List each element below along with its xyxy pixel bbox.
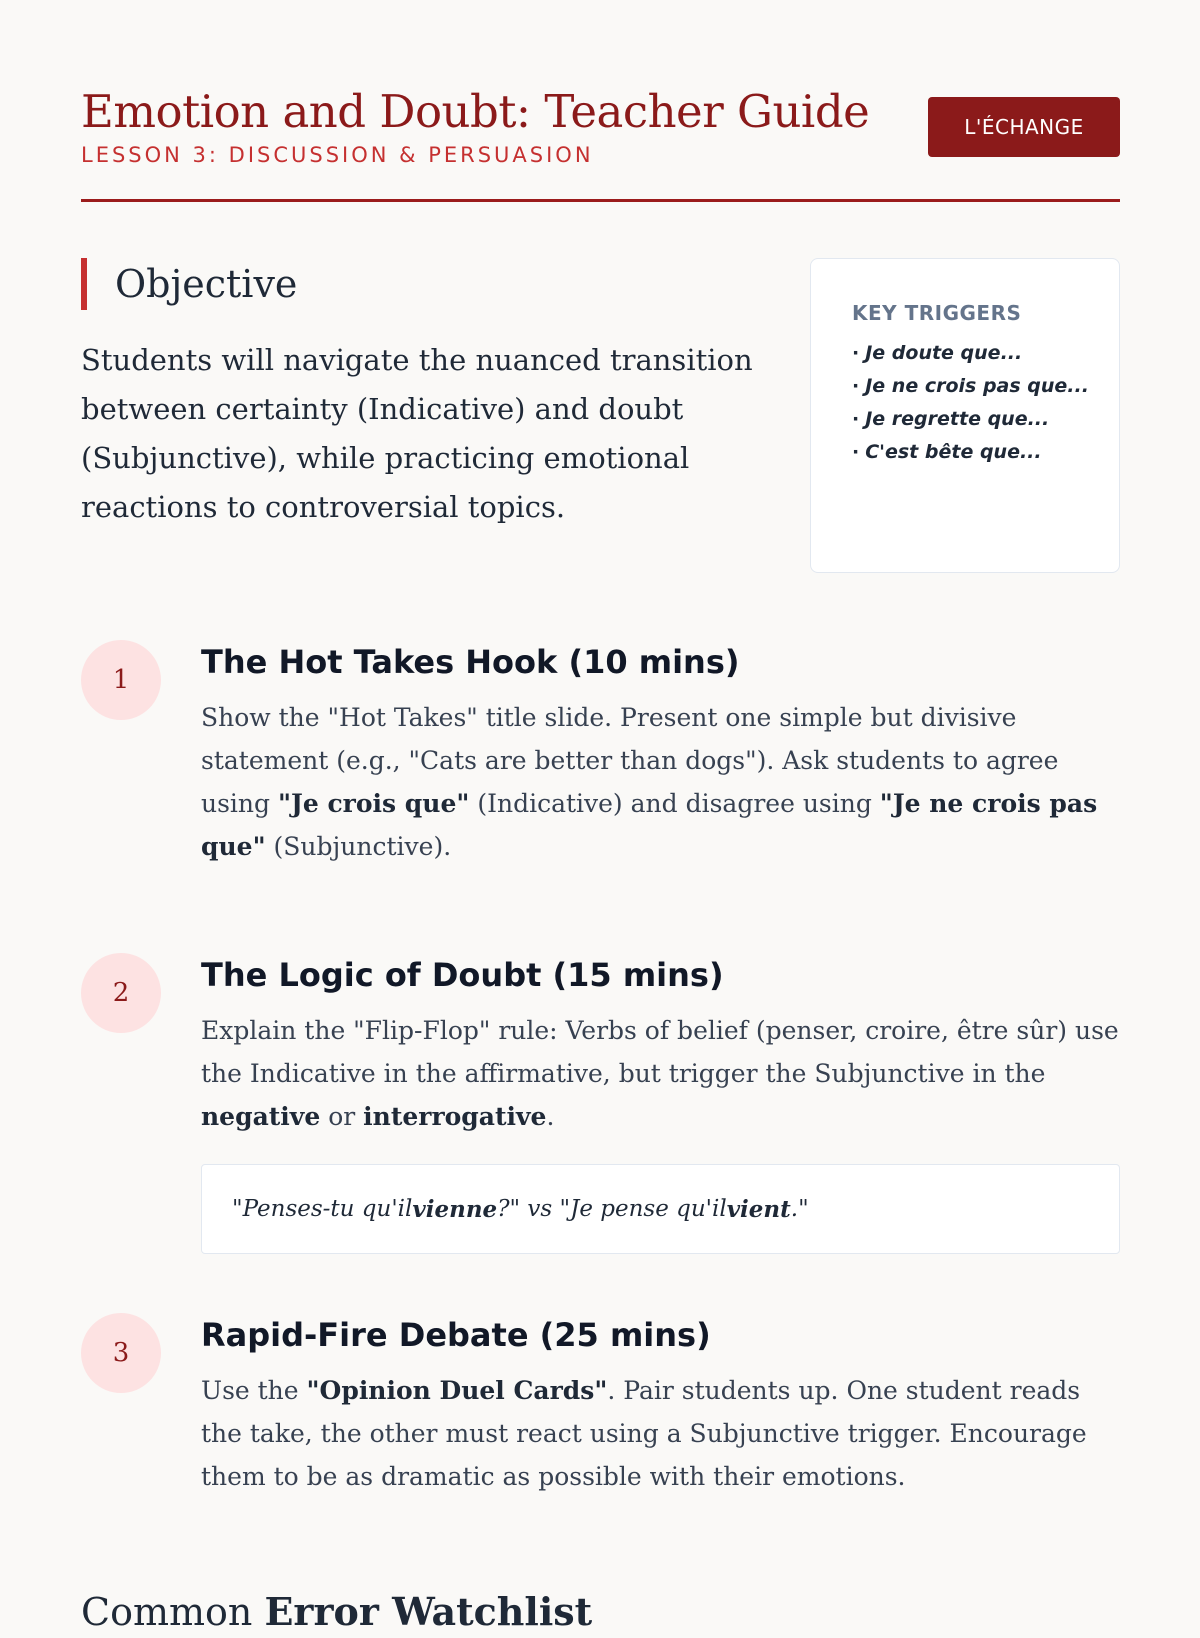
- error-watchlist-heading: Common Error Watchlist: [81, 1589, 593, 1634]
- lesson-subtitle: LESSON 3: DISCUSSION & PERSUASION: [81, 143, 594, 167]
- objective-text: Students will navigate the nuanced transition between certainty (Indicative) and doubt (Subjunctive), while practicing emotional reactions to controversial topics.: [81, 343, 753, 524]
- page-title: Emotion and Doubt: Teacher Guide: [81, 85, 870, 138]
- step-title: The Hot Takes Hook (10 mins): [201, 643, 740, 681]
- teacher-guide-page: [81, 0, 1120, 1634]
- heading-accent-bar: [81, 258, 87, 310]
- step-number-badge: 2: [81, 953, 161, 1033]
- objective-heading-label: Objective: [115, 262, 298, 306]
- bullet-icon: ·: [852, 441, 860, 463]
- step-text: Show the "Hot Takes" title slide. Present one simple but divisive statement (e.g., "Cats are better than dogs"). Ask students to agree using "Je crois que" (Indicative) and disagree using "Je ne crois pas que" (Subjunctive).: [201, 703, 1098, 861]
- example-callout: "Penses-tu qu'il vienne ?" vs "Je pense qu'il vient .": [201, 1164, 1120, 1254]
- step-body: [201, 953, 1120, 1254]
- trigger-item: · C'est bête que...: [852, 441, 1042, 463]
- step-title: The Logic of Doubt (15 mins): [201, 956, 724, 994]
- step-number-badge: 3: [81, 1313, 161, 1393]
- step-title: Rapid-Fire Debate (25 mins): [201, 1316, 711, 1354]
- trigger-item: · Je ne crois pas que...: [852, 375, 1089, 397]
- objective-section: [81, 258, 761, 532]
- step-number-badge: 1: [81, 640, 161, 720]
- trigger-item: · Je regrette que...: [852, 408, 1050, 430]
- bullet-icon: ·: [852, 342, 860, 364]
- step-text: Explain the "Flip-Flop" rule: Verbs of belief (penser, croire, être sûr) use the Indicative in the affirmative, but trigger the Subjunctive in the negative or interrogative.: [201, 1016, 1119, 1131]
- bullet-icon: ·: [852, 375, 860, 397]
- objective-heading: [81, 258, 761, 310]
- page-header: [81, 86, 1120, 202]
- brand-badge: L'ÉCHANGE: [928, 97, 1120, 157]
- step-body: [201, 1313, 1120, 1498]
- trigger-item: · Je doute que...: [852, 342, 1023, 364]
- step-text: Use the "Opinion Duel Cards". Pair students up. One student reads the take, the other must react using a Subjunctive trigger. Encourage them to be as dramatic as possible with their emotions.: [201, 1376, 1087, 1491]
- key-triggers-card: [810, 258, 1120, 573]
- bullet-icon: ·: [852, 408, 860, 430]
- step-body: [201, 640, 1120, 868]
- key-triggers-title: KEY TRIGGERS: [852, 301, 1022, 325]
